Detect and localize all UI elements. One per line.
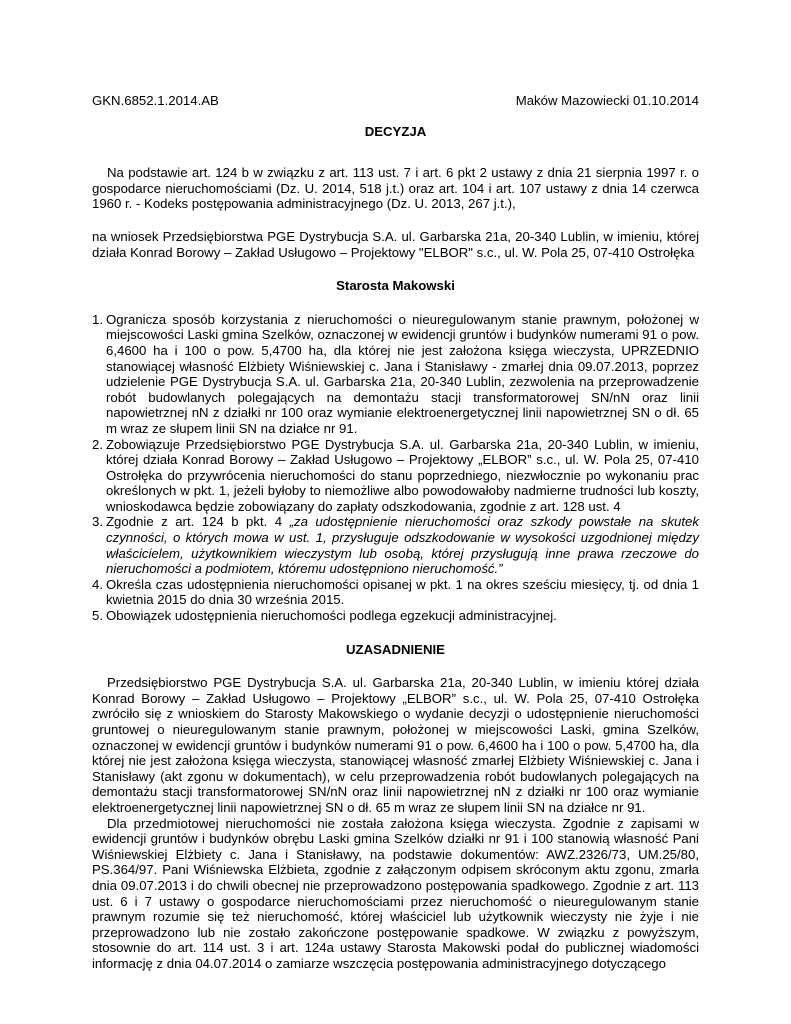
request-paragraph: na wniosek Przedsiębiorstwa PGE Dystrybucja S.A. ul. Garbarska 21a, 20-340 Lublin, w imieniu, której działa Konrad Borowy – Zakład Usługowo – Projektowy "ELBOR" s.c., ul. W. Pola 25, 07-410 Ostrołęka: [92, 228, 699, 260]
document-title: DECYZJA: [364, 123, 427, 139]
decision-items-list: [92, 312, 699, 624]
item-number: 2.: [92, 436, 103, 452]
decision-item: [92, 437, 699, 515]
document-header: [92, 93, 699, 109]
legal-basis-paragraph: Na podstawie art. 124 b w związku z art. 113 ust. 7 i art. 6 pkt 2 ustawy z dnia 21 sierpnia 1997 r. o gospodarce nieruchomościami (Dz. U. 2014, 518 j.t.) oraz art. 104 i art. 107 ustawy z dnia 14 czerwca 1960 r. - Kodeks postępowania administracyjnego (Dz. U. 2013, 267 j.t.),: [92, 165, 699, 212]
item-number: 4.: [92, 576, 103, 592]
justification-heading: UZASADNIENIE: [346, 641, 445, 657]
item-number: 5.: [92, 608, 103, 624]
decision-item: [92, 312, 699, 437]
case-number: GKN.6852.1.2014.AB: [92, 93, 219, 108]
justification-paragraph: Dla przedmiotowej nieruchomości nie została założona księga wieczysta. Zgodnie z zapisami w ewidencji gruntów i budynków obrębu Laski gmina Szelków działki nr 91 i 100 stanowią własność Pani Wiśniewskiej Elżbiety c. Jana i Stanisławy, na podstawie dokumentów: AWZ.2326/73, UM.25/80, PS.364/97. Pani Wiśniewska Elżbieta, zgodnie z załączonym odpisem skróconym aktu zgonu, zmarła dnia 09.07.2013 i do chwili obecnej nie przeprowadzono postępowania spadkowego. Zgodnie z art. 113 ust. 6 i 7 ustawy o gospodarce nieruchomościami przez nieruchomość o nieuregulowanym stanie prawnym rozumie się też nieruchomość, której właściciel lub użytkownik wieczysty nie żyje i nie przeprowadzono lub nie zostało zakończone postępowanie spadkowe. W związku z powyższym, stosownie do art. 114 ust. 3 i art. 124a ustawy Starosta Makowski podał do publicznej wiadomości informację z dnia 04.07.2014 o zamiarze wszczęcia postępowania administracyjnego dotyczącego: [92, 815, 699, 971]
item-number: 1.: [92, 311, 103, 327]
justification-paragraph: Przedsiębiorstwo PGE Dystrybucja S.A. ul. Garbarska 21a, 20-340 Lublin, w imieniu której działa Konrad Borowy – Zakład Usługowo – Projektowy „ELBOR” s.c., ul. W. Pola 25, 07-410 Ostrołęka zwróciło się z wnioskiem do Starosty Makowskiego o wydanie decyzji o udostępnienie nieruchomości gruntowej o nieuregulowanym stanie prawnym, położonej w miejscowości Laski, gmina Szelków, oznaczonej w ewidencji gruntów i budynków numerami 91 o pow. 6,4600 ha i 100 o pow. 5,4700 ha, dla której nie jest założona księga wieczysta, stanowiącej własność zmarłej Elżbiety Wiśniewskiej c. Jana i Stanisławy (akt zgonu w dokumentach), w celu przeprowadzenia robót budowlanych polegających na demontażu stacji transformatorowej SN/nN oraz linii napowietrznej nN z działki nr 100 oraz wymianie elektroenergetycznej linii napowietrznej SN o dł. 65 m wraz ze słupem linii SN na działce nr 91.: [92, 675, 699, 815]
item-text-plain: Zgodnie z art. 124 b pkt. 4: [106, 514, 290, 530]
place-date: Maków Mazowiecki 01.10.2014: [515, 93, 699, 108]
decision-item: [92, 608, 699, 624]
item-text-quote: „za udostępnienie nieruchomości oraz szkody powstałe na skutek czynności, o których mowa w ust. 1, przysługuje odszkodowanie w wysokości uzgodnionej między właścicielem, użytkownikiem wieczystym lub osobą, której przysługują inne prawa rzeczowe do nieruchomości a podmiotem, któremu udostępniono nieruchomość.”: [106, 514, 699, 577]
item-text: Zobowiązuje Przedsiębiorstwo PGE Dystrybucja S.A. ul. Garbarska 21a, 20-340 Lublin, w imieniu, której działa Konrad Borowy – Zakład Usługowo – Projektowy „ELBOR” s.c., ul. W. Pola 25, 07-410 Ostrołęka do przywrócenia nieruchomości do stanu poprzedniego, niezwłocznie po wykonaniu prac określonych w pkt. 1, jeżeli byłoby to niemożliwe albo powodowałoby nadmierne trudności lub koszty, wnioskodawca będzie zobowiązany do zapłaty odszkodowania, zgodnie z art. 128 ust. 4: [106, 436, 699, 514]
decision-item: [92, 577, 699, 608]
item-text: Określa czas udostępnienia nieruchomości opisanej w pkt. 1 na okres sześciu miesięcy, tj. od dnia 1 kwietnia 2015 do dnia 30 września 2015.: [106, 576, 699, 608]
decision-item: [92, 514, 699, 576]
item-text: [106, 514, 699, 576]
item-number: 3.: [92, 514, 103, 530]
item-text: Obowiązek udostępnienia nieruchomości podlega egzekucji administracyjnej.: [106, 608, 557, 624]
document-page: [92, 93, 699, 972]
authority-heading: Starosta Makowski: [336, 278, 455, 294]
item-text: Ogranicza sposób korzystania z nieruchomości o nieuregulowanym stanie prawnym, położonej w miejscowości Laski gmina Szelków, oznaczonej w ewidencji gruntów i budynków numerami 91 o pow. 6,4600 ha i 100 o pow. 5,4700 ha, dla której nie jest założona księga wieczysta, UPRZEDNIO stanowiącej własność Elżbiety Wiśniewskiej c. Jana i Stanisławy - zmarłej dnia 09.07.2013, poprzez udzielenie PGE Dystrybucja S.A. ul. Garbarska 21a, 20-340 Lublin, zezwolenia na przeprowadzenie robót budowlanych polegających na demontażu stacji transformatorowej SN/nN oraz linii napowietrznej nN z działki nr 100 oraz wymianie elektroenergetycznej linii napowietrznej SN o dł. 65 m wraz ze słupem linii SN na działce nr 91.: [106, 311, 699, 436]
